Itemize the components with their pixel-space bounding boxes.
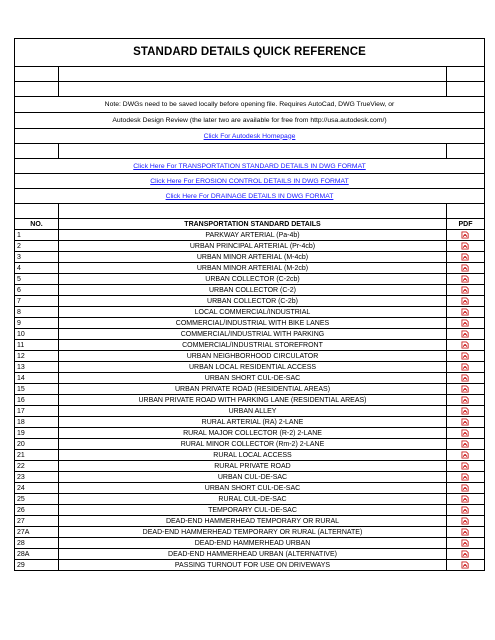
note-row <box>15 97 485 113</box>
pdf-icon[interactable] <box>461 352 470 360</box>
row-pdf-cell <box>446 351 484 362</box>
table-row <box>15 362 485 373</box>
row-detail-name: RURAL PRIVATE ROAD <box>59 461 447 472</box>
row-pdf-cell <box>446 340 484 351</box>
table-row <box>15 549 485 560</box>
pdf-icon[interactable] <box>461 264 470 272</box>
table-row <box>15 263 485 274</box>
row-number: 4 <box>15 263 59 274</box>
row-detail-name: URBAN SHORT CUL-DE-SAC <box>59 483 447 494</box>
table-row <box>15 494 485 505</box>
row-number: 6 <box>15 285 59 296</box>
row-number: 28 <box>15 538 59 549</box>
row-number: 3 <box>15 252 59 263</box>
row-detail-name: PARKWAY ARTERIAL (Pa-4b) <box>59 230 447 241</box>
pdf-icon[interactable] <box>461 363 470 371</box>
link-row <box>15 129 485 144</box>
note-line-1: Note: DWGs need to be saved locally before opening file. Requires AutoCad, DWG TrueView, or <box>15 97 485 113</box>
row-number: 27A <box>15 527 59 538</box>
link-row <box>15 174 485 189</box>
row-pdf-cell <box>446 428 484 439</box>
row-number: 26 <box>15 505 59 516</box>
pdf-icon[interactable] <box>461 506 470 514</box>
row-detail-name: LOCAL COMMERCIAL/INDUSTRIAL <box>59 307 447 318</box>
pdf-icon[interactable] <box>461 462 470 470</box>
row-pdf-cell <box>446 384 484 395</box>
pdf-icon[interactable] <box>461 451 470 459</box>
row-pdf-cell <box>446 296 484 307</box>
empty-row <box>15 204 485 219</box>
table-row <box>15 285 485 296</box>
row-detail-name: URBAN CUL-DE-SAC <box>59 472 447 483</box>
row-detail-name: URBAN SHORT CUL-DE-SAC <box>59 373 447 384</box>
pdf-icon[interactable] <box>461 473 470 481</box>
row-pdf-cell <box>446 538 484 549</box>
row-number: 12 <box>15 351 59 362</box>
row-detail-name: DEAD-END HAMMERHEAD URBAN <box>59 538 447 549</box>
row-detail-name: COMMERCIAL/INDUSTRIAL WITH PARKING <box>59 329 447 340</box>
row-pdf-cell <box>446 505 484 516</box>
header-details: TRANSPORTATION STANDARD DETAILS <box>59 219 447 230</box>
table-row <box>15 274 485 285</box>
table-row <box>15 340 485 351</box>
empty-row <box>15 82 485 97</box>
table-row <box>15 417 485 428</box>
header-no: NO. <box>15 219 59 230</box>
empty-row <box>15 67 485 82</box>
table-row <box>15 252 485 263</box>
pdf-icon[interactable] <box>461 561 470 569</box>
pdf-icon[interactable] <box>461 275 470 283</box>
table-row <box>15 538 485 549</box>
row-detail-name: TEMPORARY CUL-DE-SAC <box>59 505 447 516</box>
pdf-icon[interactable] <box>461 418 470 426</box>
row-detail-name: URBAN MINOR ARTERIAL (M-4cb) <box>59 252 447 263</box>
row-pdf-cell <box>446 450 484 461</box>
row-detail-name: PASSING TURNOUT FOR USE ON DRIVEWAYS <box>59 560 447 571</box>
row-detail-name: URBAN ALLEY <box>59 406 447 417</box>
pdf-icon[interactable] <box>461 385 470 393</box>
row-detail-name: URBAN COLLECTOR (C-2) <box>59 285 447 296</box>
row-number: 28A <box>15 549 59 560</box>
row-number: 19 <box>15 428 59 439</box>
row-number: 23 <box>15 472 59 483</box>
row-pdf-cell <box>446 307 484 318</box>
pdf-icon[interactable] <box>461 495 470 503</box>
erosion-control-dwg-link[interactable]: Click Here For EROSION CONTROL DETAILS IN DWG FORMAT <box>150 177 349 185</box>
row-pdf-cell <box>446 395 484 406</box>
table-row <box>15 373 485 384</box>
row-number: 27 <box>15 516 59 527</box>
row-number: 24 <box>15 483 59 494</box>
pdf-icon[interactable] <box>461 517 470 525</box>
pdf-icon[interactable] <box>461 319 470 327</box>
table-row <box>15 450 485 461</box>
table-row <box>15 318 485 329</box>
row-detail-name: URBAN LOCAL RESIDENTIAL ACCESS <box>59 362 447 373</box>
row-detail-name: DEAD-END HAMMERHEAD URBAN (ALTERNATIVE) <box>59 549 447 560</box>
row-pdf-cell <box>446 241 484 252</box>
table-row <box>15 527 485 538</box>
table-header-row <box>15 219 485 230</box>
row-pdf-cell <box>446 318 484 329</box>
row-detail-name: URBAN COLLECTOR (C-2b) <box>59 296 447 307</box>
row-pdf-cell <box>446 252 484 263</box>
row-pdf-cell <box>446 263 484 274</box>
pdf-icon[interactable] <box>461 407 470 415</box>
row-detail-name: RURAL ARTERIAL (RA) 2-LANE <box>59 417 447 428</box>
link-row <box>15 189 485 204</box>
pdf-icon[interactable] <box>461 396 470 404</box>
row-pdf-cell <box>446 483 484 494</box>
row-detail-name: COMMERCIAL/INDUSTRIAL STOREFRONT <box>59 340 447 351</box>
row-detail-name: URBAN PRIVATE ROAD WITH PARKING LANE (RESIDENTIAL AREAS) <box>59 395 447 406</box>
row-pdf-cell <box>446 516 484 527</box>
pdf-icon[interactable] <box>461 231 470 239</box>
pdf-icon[interactable] <box>461 253 470 261</box>
table-row <box>15 230 485 241</box>
row-pdf-cell <box>446 285 484 296</box>
row-number: 15 <box>15 384 59 395</box>
pdf-icon[interactable] <box>461 308 470 316</box>
table-row <box>15 351 485 362</box>
table-row <box>15 428 485 439</box>
table-row <box>15 472 485 483</box>
row-pdf-cell <box>446 472 484 483</box>
row-detail-name: URBAN NEIGHBORHOOD CIRCULATOR <box>59 351 447 362</box>
table-row <box>15 329 485 340</box>
pdf-icon[interactable] <box>461 242 470 250</box>
row-number: 18 <box>15 417 59 428</box>
table-row <box>15 439 485 450</box>
row-detail-name: URBAN PRINCIPAL ARTERIAL (Pr-4cb) <box>59 241 447 252</box>
row-number: 2 <box>15 241 59 252</box>
row-detail-name: RURAL MAJOR COLLECTOR (R-2) 2-LANE <box>59 428 447 439</box>
table-row <box>15 384 485 395</box>
pdf-icon[interactable] <box>461 341 470 349</box>
row-number: 9 <box>15 318 59 329</box>
row-detail-name: RURAL MINOR COLLECTOR (Rm-2) 2-LANE <box>59 439 447 450</box>
row-detail-name: URBAN PRIVATE ROAD (RESIDENTIAL AREAS) <box>59 384 447 395</box>
row-detail-name: DEAD-END HAMMERHEAD TEMPORARY OR RURAL <box>59 516 447 527</box>
transportation-dwg-link[interactable]: Click Here For TRANSPORTATION STANDARD DETAILS IN DWG FORMAT <box>133 162 366 170</box>
row-pdf-cell <box>446 527 484 538</box>
pdf-icon[interactable] <box>461 484 470 492</box>
table-row <box>15 516 485 527</box>
table-row <box>15 406 485 417</box>
autodesk-homepage-link[interactable]: Click For Autodesk Homepage <box>203 132 296 140</box>
row-number: 13 <box>15 362 59 373</box>
row-pdf-cell <box>446 274 484 285</box>
row-number: 29 <box>15 560 59 571</box>
row-detail-name: RURAL LOCAL ACCESS <box>59 450 447 461</box>
pdf-icon[interactable] <box>461 440 470 448</box>
row-pdf-cell <box>446 549 484 560</box>
pdf-icon[interactable] <box>461 528 470 536</box>
pdf-icon[interactable] <box>461 429 470 437</box>
row-number: 14 <box>15 373 59 384</box>
row-number: 21 <box>15 450 59 461</box>
row-number: 17 <box>15 406 59 417</box>
row-number: 7 <box>15 296 59 307</box>
title-row <box>15 39 485 67</box>
row-pdf-cell <box>446 329 484 340</box>
row-detail-name: COMMERCIAL/INDUSTRIAL WITH BIKE LANES <box>59 318 447 329</box>
row-number: 25 <box>15 494 59 505</box>
row-number: 8 <box>15 307 59 318</box>
pdf-icon[interactable] <box>461 297 470 305</box>
row-pdf-cell <box>446 406 484 417</box>
row-pdf-cell <box>446 494 484 505</box>
row-pdf-cell <box>446 373 484 384</box>
table-row <box>15 296 485 307</box>
row-number: 5 <box>15 274 59 285</box>
row-number: 20 <box>15 439 59 450</box>
row-number: 16 <box>15 395 59 406</box>
note-row <box>15 113 485 129</box>
page-title: STANDARD DETAILS QUICK REFERENCE <box>15 39 485 67</box>
pdf-icon[interactable] <box>461 539 470 547</box>
row-number: 11 <box>15 340 59 351</box>
table-row <box>15 395 485 406</box>
table-row <box>15 560 485 571</box>
row-pdf-cell <box>446 560 484 571</box>
table-row <box>15 483 485 494</box>
pdf-icon[interactable] <box>461 374 470 382</box>
reference-table <box>14 38 485 571</box>
pdf-icon[interactable] <box>461 286 470 294</box>
header-pdf: PDF <box>446 219 484 230</box>
row-number: 1 <box>15 230 59 241</box>
row-pdf-cell <box>446 439 484 450</box>
row-number: 22 <box>15 461 59 472</box>
row-detail-name: DEAD-END HAMMERHEAD TEMPORARY OR RURAL (ALTERNATE) <box>59 527 447 538</box>
note-line-2: Autodesk Design Review (the later two are available for free from http://usa.autodesk.com/) <box>15 113 485 129</box>
row-pdf-cell <box>446 230 484 241</box>
link-row <box>15 159 485 174</box>
row-pdf-cell <box>446 417 484 428</box>
empty-row <box>15 144 485 159</box>
row-pdf-cell <box>446 461 484 472</box>
row-pdf-cell <box>446 362 484 373</box>
table-row <box>15 241 485 252</box>
row-detail-name: URBAN MINOR ARTERIAL (M-2cb) <box>59 263 447 274</box>
row-number: 10 <box>15 329 59 340</box>
drainage-dwg-link[interactable]: Click Here For DRAINAGE DETAILS IN DWG FORMAT <box>165 192 334 200</box>
row-detail-name: URBAN COLLECTOR (C-2cb) <box>59 274 447 285</box>
pdf-icon[interactable] <box>461 550 470 558</box>
table-row <box>15 307 485 318</box>
pdf-icon[interactable] <box>461 330 470 338</box>
table-row <box>15 461 485 472</box>
row-detail-name: RURAL CUL-DE-SAC <box>59 494 447 505</box>
table-row <box>15 505 485 516</box>
